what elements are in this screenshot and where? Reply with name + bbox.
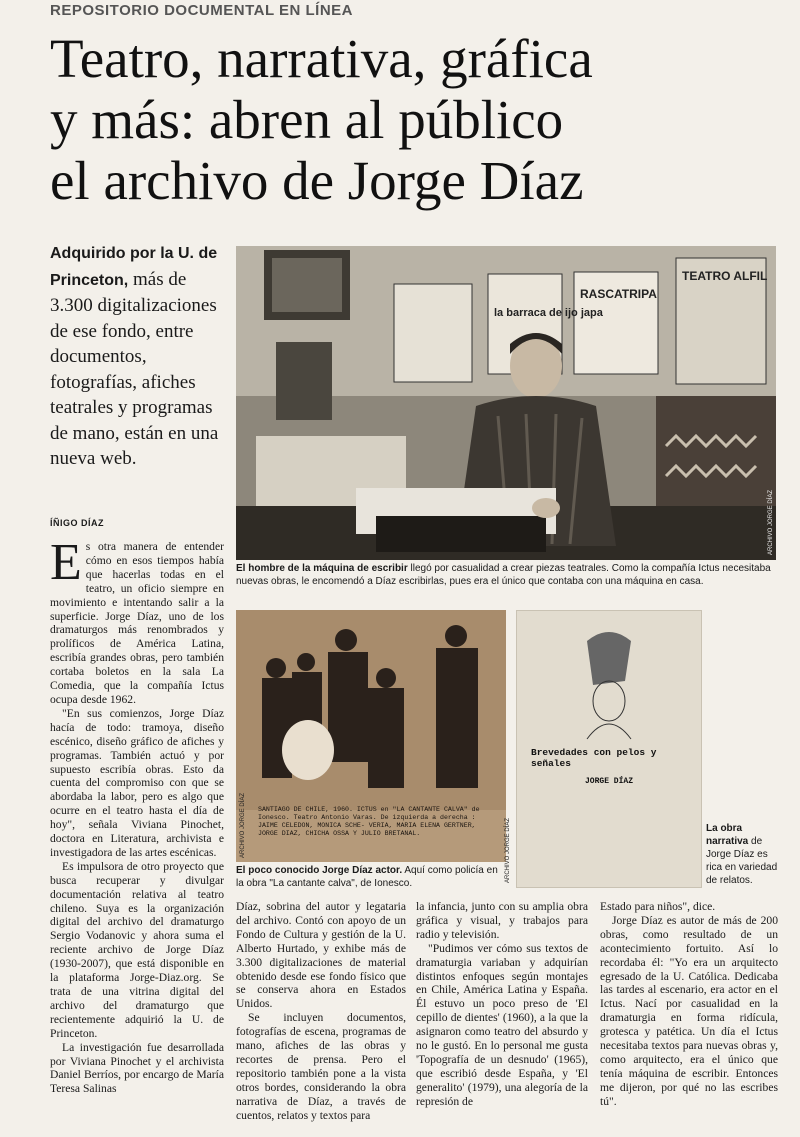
body-column-3	[416, 900, 588, 1109]
book-caption	[706, 822, 778, 887]
body-column-1	[50, 534, 224, 1096]
body-column-2	[236, 900, 406, 1123]
actor-caption-text: Aquí como policía en la obra "La cantante calva", de Ionesco.	[236, 865, 498, 889]
main-caption-bold: El hombre de la máquina de escribir	[236, 563, 408, 574]
actor-photo-caption	[236, 864, 506, 890]
poster-3-title: RASCATRIPA	[580, 287, 657, 301]
deck-bold: Adquirido por la U. de Princeton,	[50, 245, 218, 289]
main-photo	[236, 246, 776, 560]
book-illustration	[517, 611, 701, 741]
main-photo-credit: ARCHIVO JORGE DÍAZ	[768, 490, 774, 556]
deck-text: más de 3.300 digitalizaciones de ese fondo, entre documentos, fotografías, afiches teatrales y programas de mano, están en una nueva web.	[50, 268, 219, 469]
book-cover	[505, 610, 702, 888]
drop-cap: E	[50, 534, 82, 591]
paragraph: Se incluyen documentos, fotografías de escena, programas de mano, afiches de las obras y recortes de prensa. Pero el repositorio también pone a la vista otros bordes, considerando la obra narrativa de Díaz, a través de cuentos, relatos y textos para	[236, 1011, 406, 1122]
paragraph: Es otra manera de entender cómo en esos tiempos había que hacerlas todas en el teatro, un oficio siempre en movimiento e intentando salir a la superficie. Jorge Díaz, uno de los dramaturgos más renombrados y prolíficos de América Latina, escribía grandes obras, pero también cortaba boletos en la sala La Comedia, que la compañía Ictus ocupa desde 1962.	[50, 534, 224, 706]
actor-caption-bold: El poco conocido Jorge Díaz actor.	[236, 865, 403, 876]
book-caption-text: de Jorge Díaz es rica en variedad de relatos.	[706, 836, 778, 886]
byline: ÍÑIGO DÍAZ	[50, 518, 104, 528]
headline-line-1: Teatro, narrativa, gráfica	[50, 28, 593, 89]
book-author: JORGE DÍAZ	[584, 777, 633, 786]
paragraph: "En sus comienzos, Jorge Díaz hacía de todo: tramoya, diseño escénico, diseño gráfico de afiches y programas. También actuó y por supuesto escribía obras. Esto da cuenta del compromiso con que se abordaba la labor, pero es algo que ocurre en el teatro hasta el día de hoy", señala Viviana Pinochet, doctora en Literatura, archivista e investigadora de las artes escénicas.	[50, 706, 224, 859]
poster-2-title: la barraca de ijo japa	[494, 307, 603, 319]
actor-photo-credit: ARCHIVO JORGE DÍAZ	[240, 792, 246, 858]
main-caption-text: llegó por casualidad a crear piezas teatrales. Como la compañía Ictus necesitaba nuevas obras, le encomendó a Díaz escribirlas, pues era el único que contaba con una máquina en casa.	[236, 563, 771, 587]
deck	[50, 240, 220, 472]
book-caption-bold: La obra narrativa	[706, 823, 749, 847]
section-kicker: REPOSITORIO DOCUMENTAL EN LÍNEA	[50, 2, 354, 19]
headline-line-2: y más: abren al público	[50, 89, 564, 150]
actor-photo	[236, 610, 506, 862]
paragraph: "Pudimos ver cómo sus textos de dramaturgia variaban y adquirían distintos enfoques según montajes en Chile, América Latina y España. Él estuvo un poco preso de 'El cepillo de dientes' (1960), a la que la asignaron como teatro del absurdo y no le gustó. En lo personal me gusta 'Topografía de un desnudo' (1965), que escribió desde España, y 'El generalito' (1979), una alegoría de la represión de	[416, 941, 588, 1108]
actor-inner-caption: SANTIAGO DE CHILE, 1960. ICTUS en "LA CANTANTE CALVA" de Ionesco. Teatro Antonio Varas. De izquierda a derecha : JAIME CELEDON, MONICA SCHE- VERIA, MARIA ELENA GERTNER, JORGE DIAZ, CHICHA OSSA Y JULIO BRETANAL.	[258, 806, 480, 837]
poster-4-title: TEATRO ALFIL	[682, 269, 768, 283]
headline	[50, 28, 750, 211]
paragraph: La investigación fue desarrollada por Viviana Pinochet y el archivista Daniel Berríos, por encargo de María Teresa Salinas	[50, 1040, 224, 1096]
book-title: Brevedades con pelos y señales	[531, 747, 657, 769]
body-column-4	[600, 900, 778, 1109]
book-photo-credit: ARCHIVO JORGE DÍAZ	[505, 817, 511, 883]
paragraph: Estado para niños", dice.	[600, 900, 716, 913]
paragraph: la infancia, junto con su amplia obra gráfica y visual, y trabajos para radio y televisión.	[416, 900, 588, 941]
paragraph: Es impulsora de otro proyecto que busca recuperar y divulgar documentación relativa al teatro chileno. Suya es la organización digital del archivo del dramaturgo Sergio Vodanovic y ahora suma el reciente archivo de Jorge Díaz (1930-2007), que está disponible en la plataforma Jorge-Diaz.org. Se trata de una vitrina digital del archivo del dramaturgo que recientemente adquirió la U. de Princeton.	[50, 859, 224, 1040]
paragraph: Díaz, sobrina del autor y legataria del archivo. Contó con apoyo de un Fondo de Cultura y gestión de la U. Alberto Hurtado, y exhibe más de 3.300 digitalizaciones de material obtenido desde ese fondo físico que se conserva ahora en Estados Unidos.	[236, 900, 406, 1011]
headline-line-3: el archivo de Jorge Díaz	[50, 150, 584, 211]
main-photo-caption	[236, 562, 776, 588]
paragraph: Jorge Díaz es autor de más de 200 obras, como resultado de un acontecimiento fortuito. Así lo recordaba él: "Yo era un arquitecto egresado de la U. Católica. Dedicaba las tardes al escenario, era actor en el Ictus. Nací por casualidad en la dramaturgia en forma ridícula, grotesca y patética. Un día el Ictus necesitaba textos para nuevas obras y, como arquitecto, era el único que tenía máquina de escribir. Entonces me dijeron, por qué no las escribes tú".	[600, 913, 778, 1108]
